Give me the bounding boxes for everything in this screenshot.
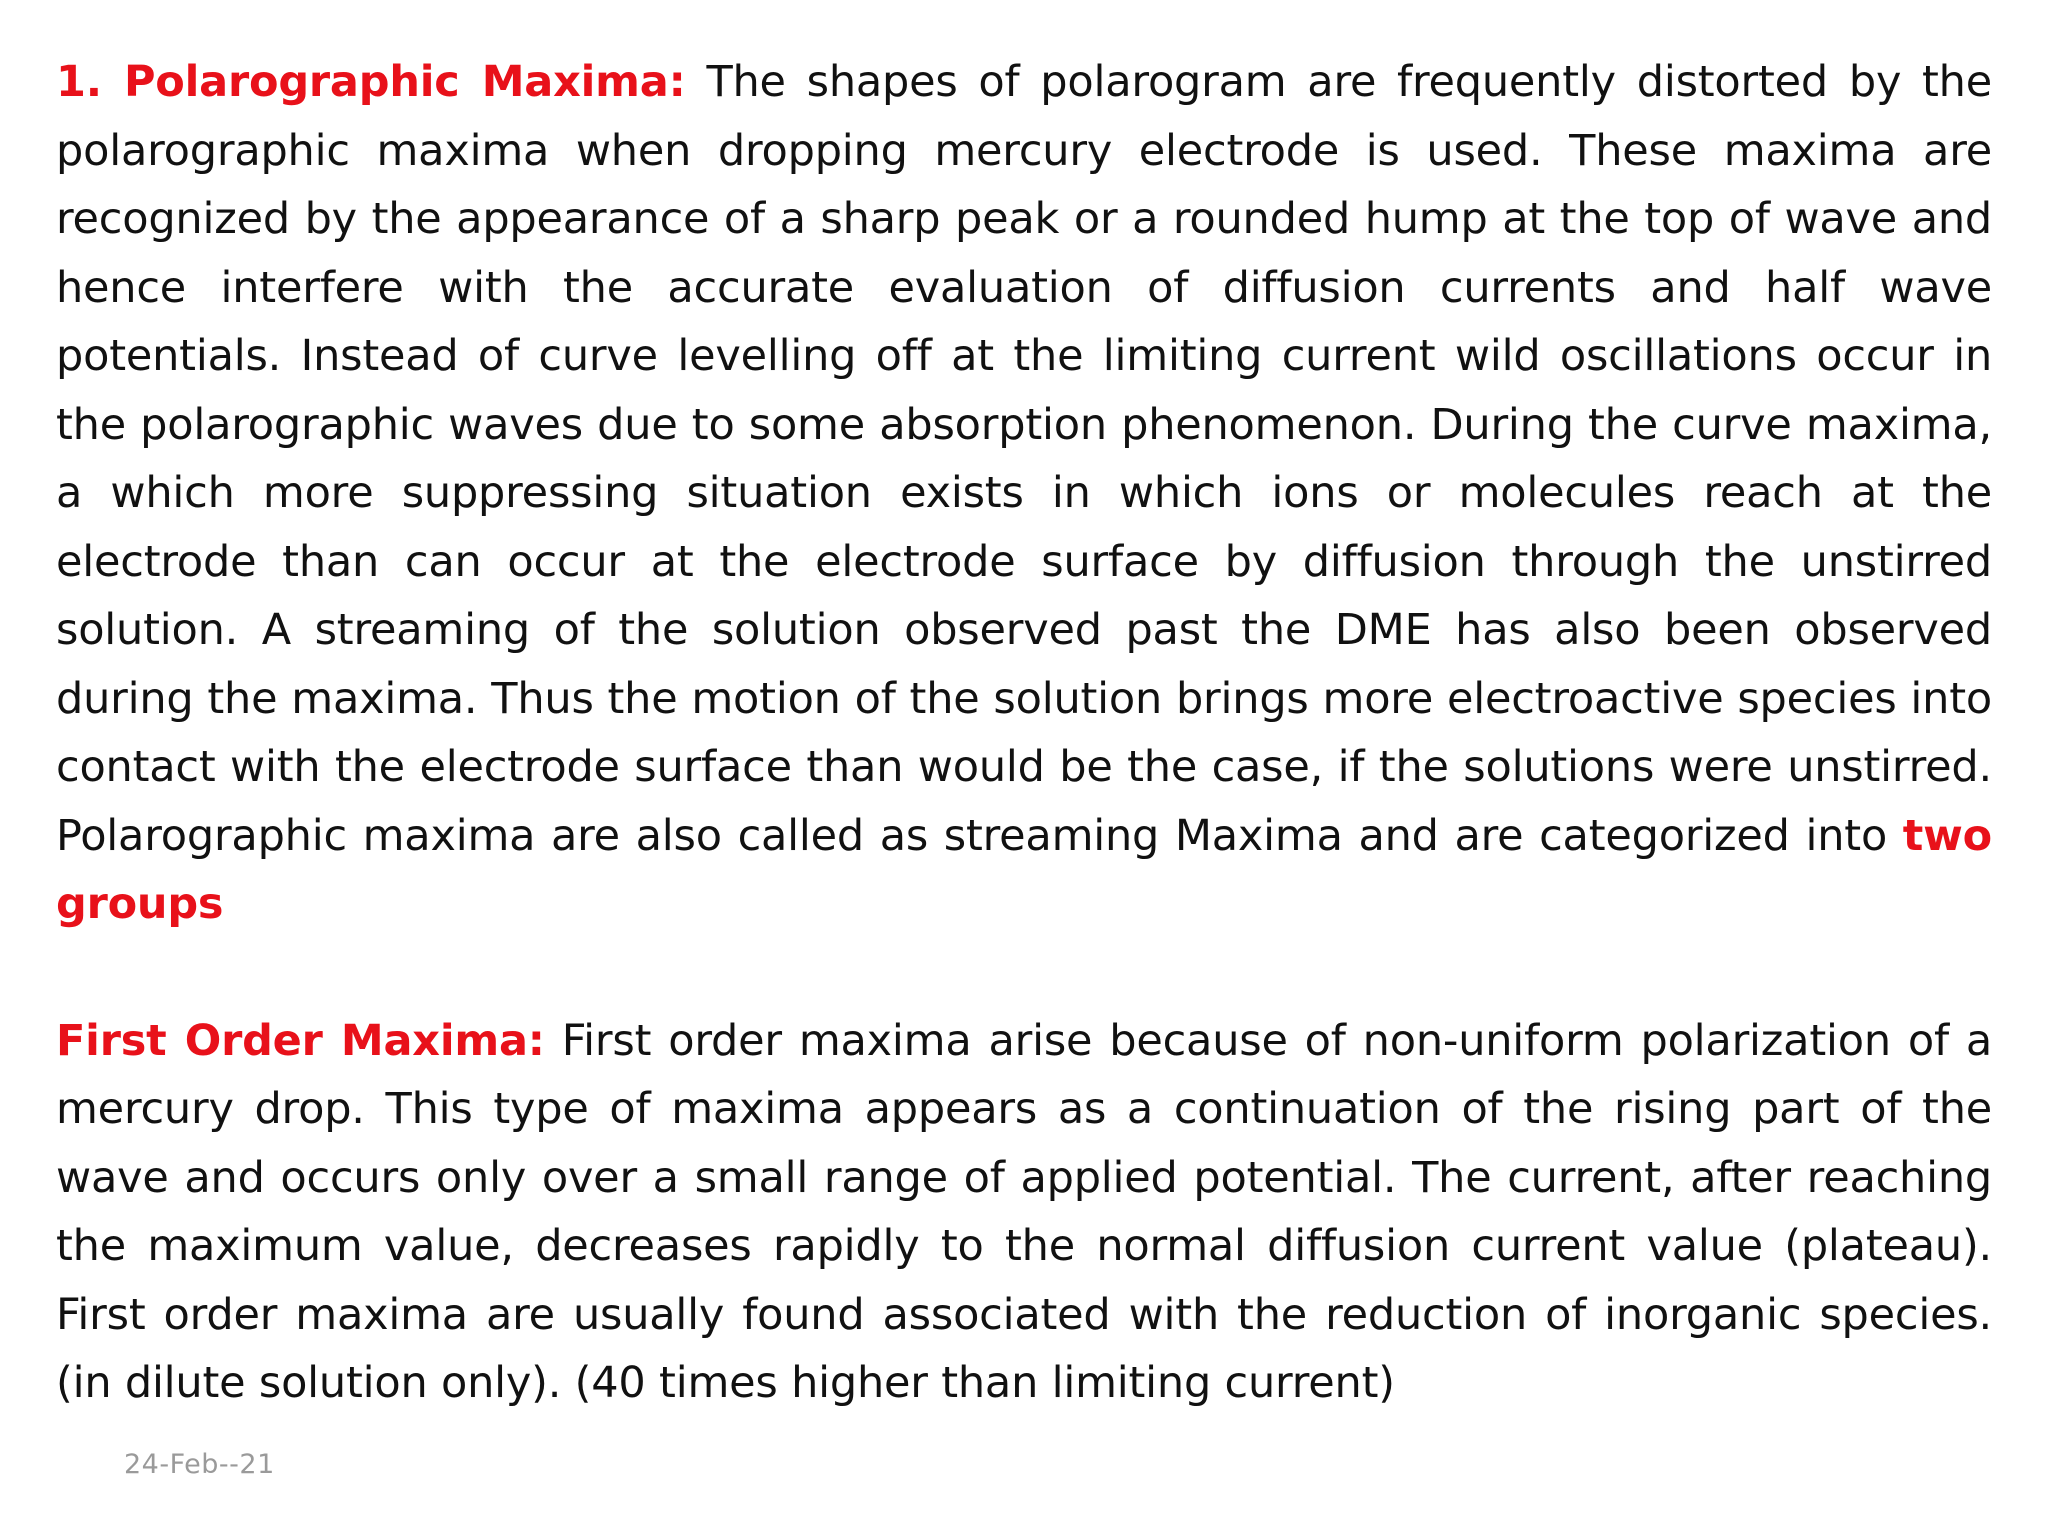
paragraph-first-order-maxima-text: First order maxima arise because of non-uniform polarization of a mercury drop. This type of maxima appears as a continuation of the rising part of the wave and occurs only over a small range of applied potential. The current, after reaching the maximum value, decreases rapidly to the normal diffusion current value (plateau). First order maxima are usually found associated with the reduction of inorganic species. (in dilute solution only). (40 times higher than limiting current) <box>56 1015 1992 1408</box>
heading-polarographic-maxima: 1. Polarographic Maxima: <box>56 57 686 107</box>
paragraph-first-order-maxima <box>56 1007 1992 1418</box>
heading-first-order-maxima: First Order Maxima: <box>56 1015 545 1066</box>
paragraph-polarographic-maxima <box>56 48 1992 939</box>
footer-date: 24-Feb--21 <box>124 1449 275 1480</box>
paragraph-spacer <box>56 939 1992 1007</box>
emphasis-two-groups: two groups <box>56 810 1992 929</box>
slide-body <box>56 48 1992 1418</box>
paragraph-polarographic-maxima-text: The shapes of polarogram are frequently distorted by the polarographic maxima when dropping mercury electrode is used. These maxima are recognized by the appearance of a sharp peak or a rounded hump at the top of wave and hence interfere with the accurate evaluation of diffusion currents and half wave potentials. Instead of curve levelling off at the limiting current wild oscillations occur in the polarographic waves due to some absorption phenomenon. During the curve maxima, a which more suppressing situation exists in which ions or molecules reach at the electrode than can occur at the electrode surface by diffusion through the unstirred solution. A streaming of the solution observed past the DME has also been observed during the maxima. Thus the motion of the solution brings more electroactive species into contact with the electrode surface than would be the case, if the solutions were unstirred. Polarographic maxima are also called as streaming Maxima and are categorized into <box>56 57 1992 861</box>
